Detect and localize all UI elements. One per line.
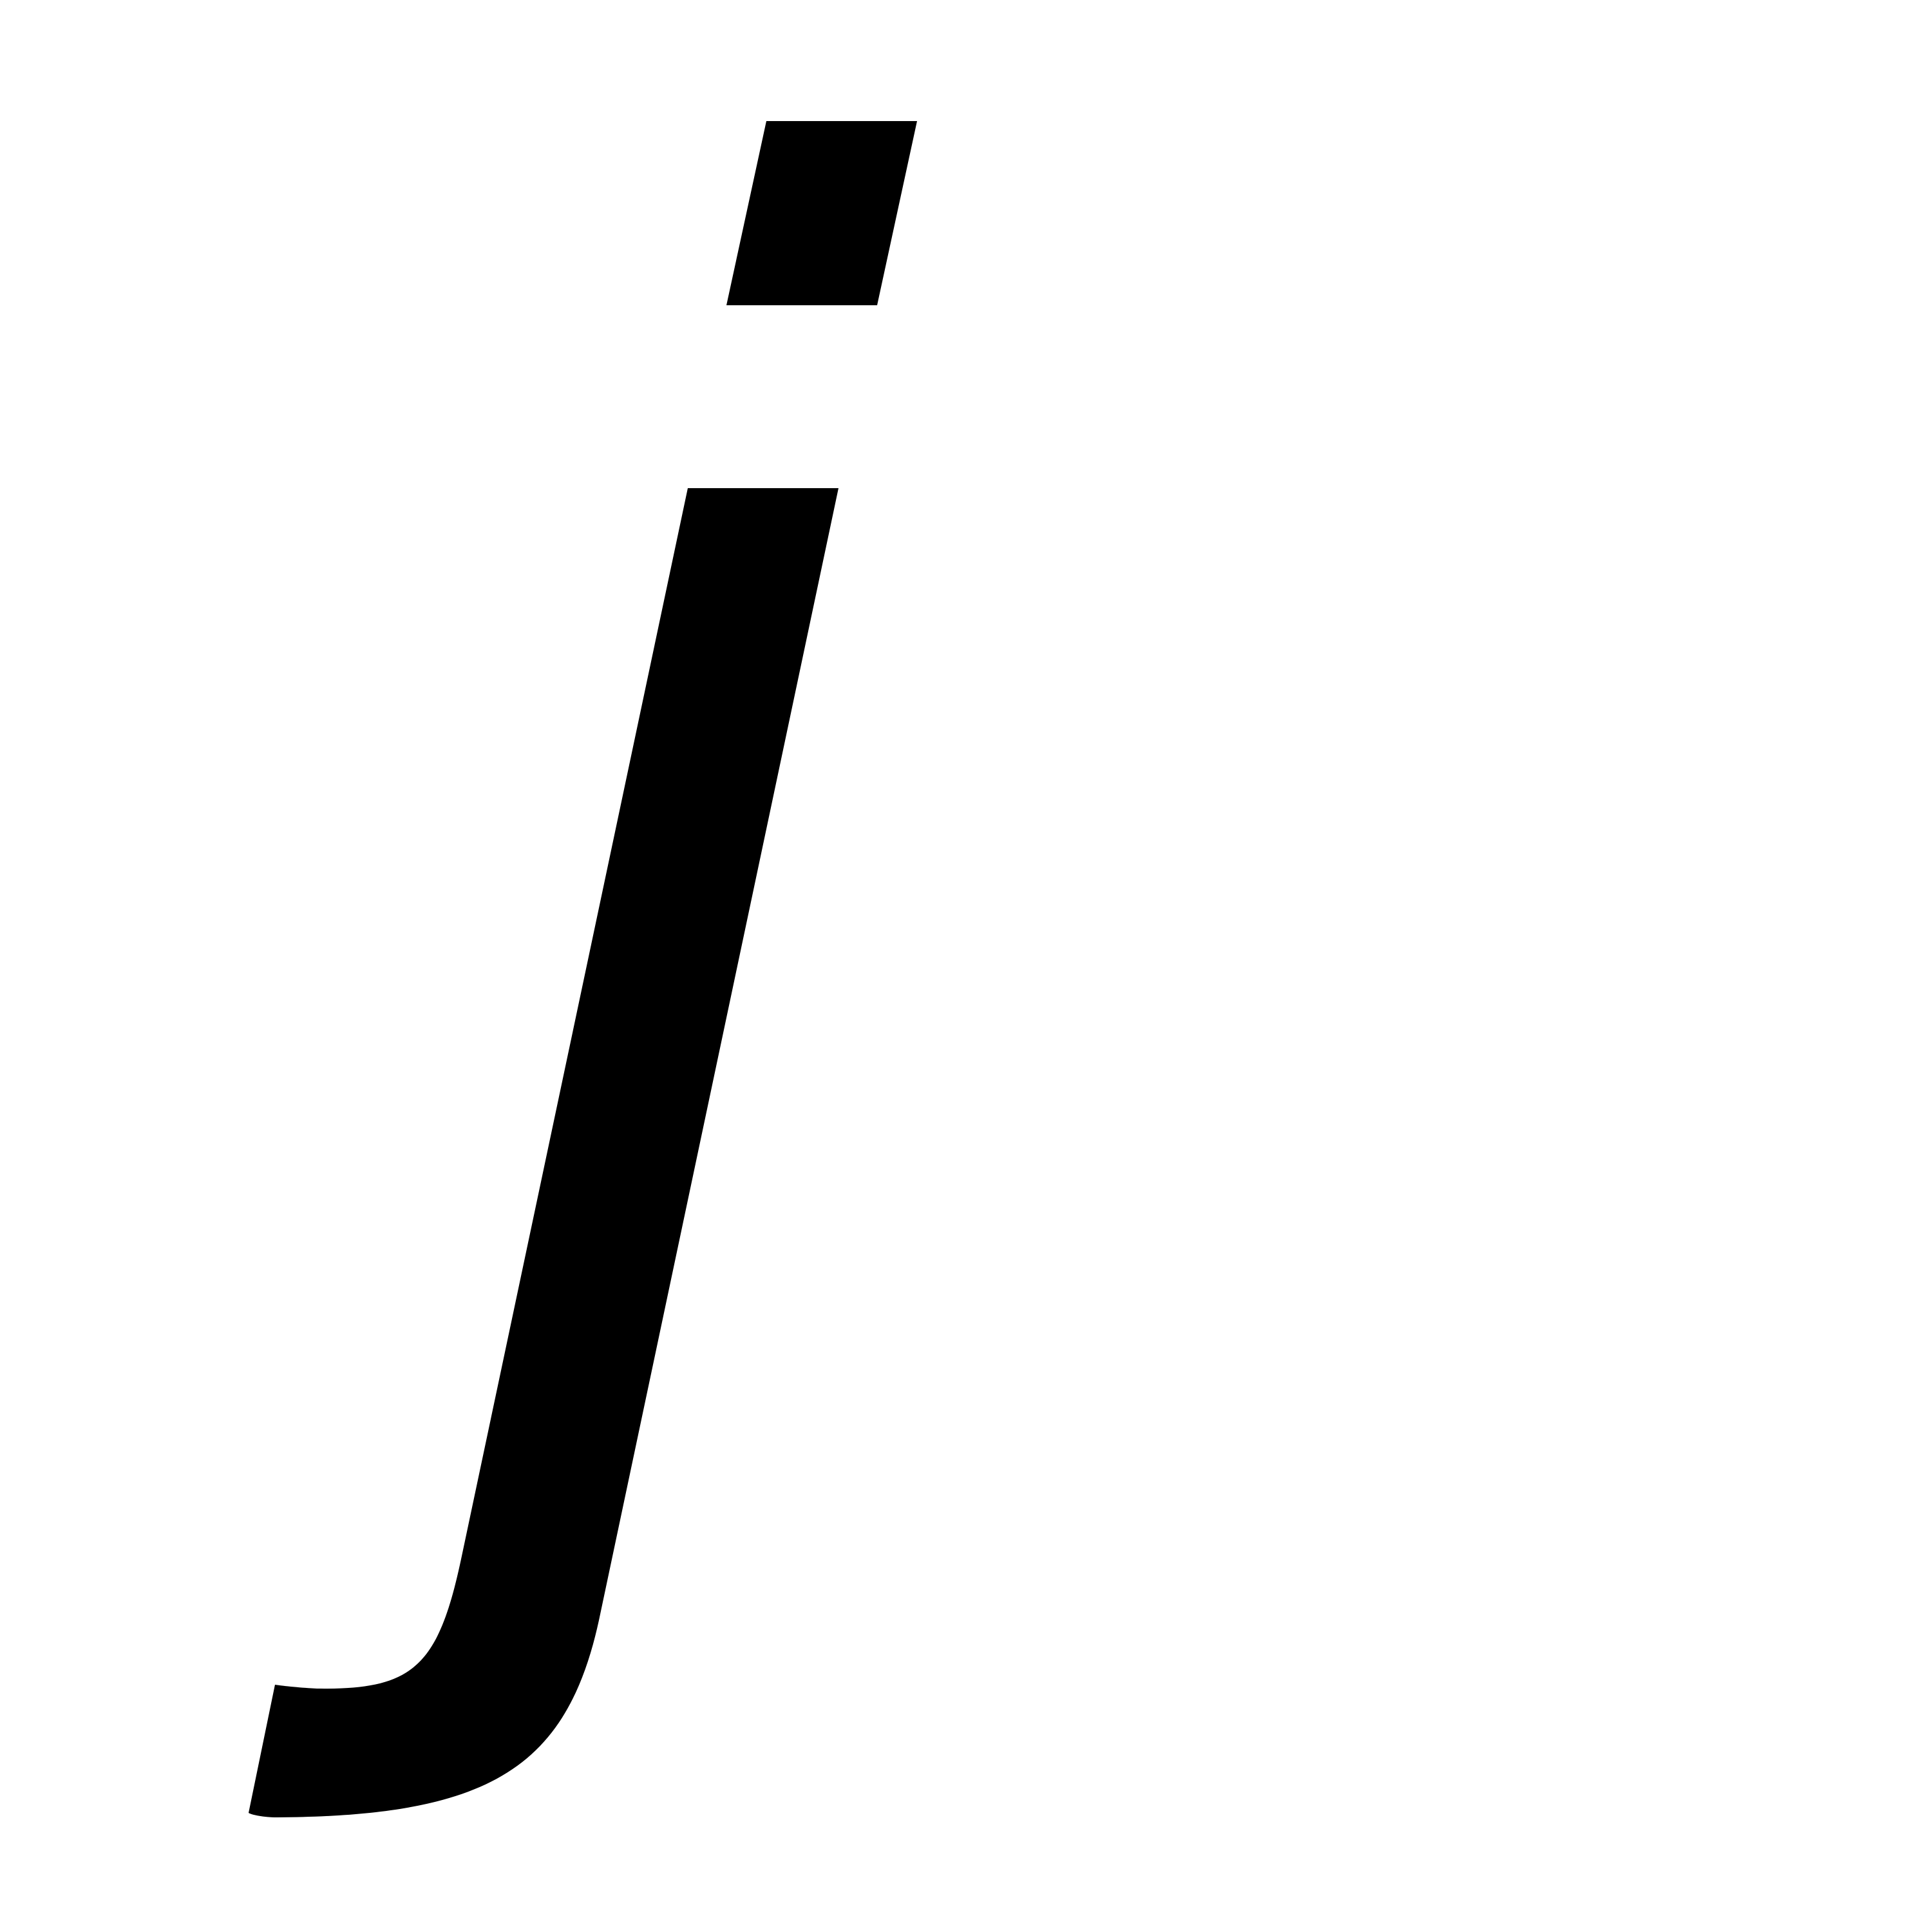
j-stem-shape <box>249 488 838 1817</box>
j-dot-shape <box>726 121 917 305</box>
